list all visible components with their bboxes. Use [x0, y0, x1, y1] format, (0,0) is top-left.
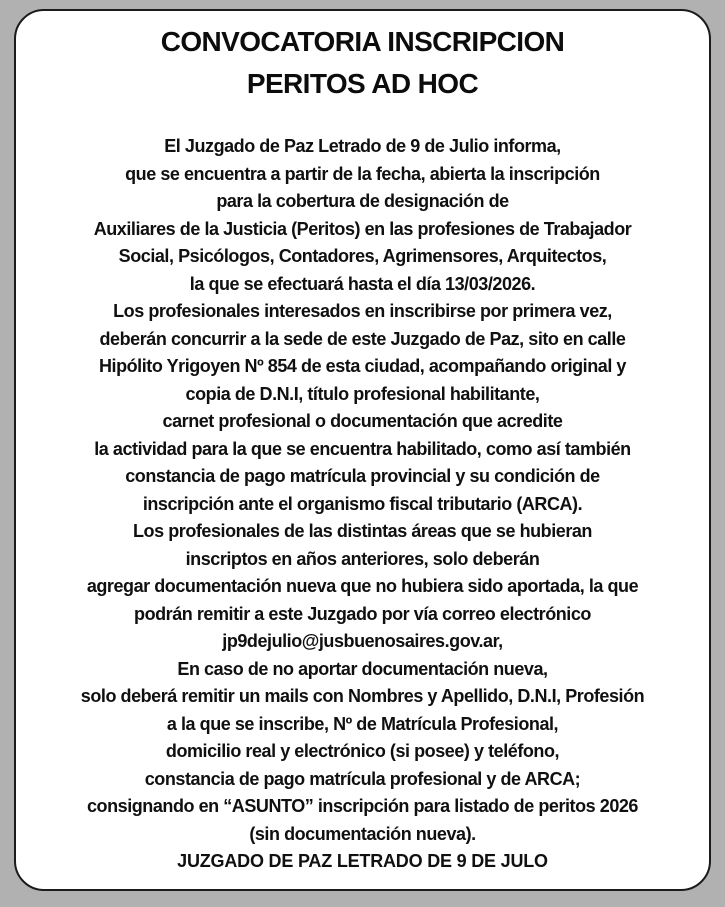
- notice-body-line: solo deberá remitir un mails con Nombres y Apellido, D.N.I, Profesión: [80, 686, 645, 706]
- notice-body-line: El Juzgado de Paz Letrado de 9 de Julio informa,: [164, 136, 561, 156]
- notice-body-line: que se encuentra a partir de la fecha, abierta la inscripción: [125, 163, 600, 184]
- notice-title-line-2: PERITOS AD HOC: [246, 68, 479, 99]
- notice-title-line-1: CONVOCATORIA INSCRIPCION: [160, 26, 565, 57]
- notice-body-line: a la que se inscribe, Nº de Matrícula Profesional,: [166, 713, 559, 734]
- notice-title: [16, 11, 709, 105]
- notice-body-line: Hipólito Yrigoyen Nº 854 de esta ciudad, acompañando original y: [98, 356, 626, 376]
- notice-card: [14, 9, 711, 891]
- notice-body-line: constancia de pago matrícula profesional y de ARCA;: [144, 768, 581, 789]
- notice-body-line: carnet profesional o documentación que acredite: [162, 411, 563, 431]
- notice-body-line: podrán remitir a este Juzgado por vía correo electrónico: [134, 603, 591, 624]
- notice-body-lines: [16, 133, 709, 848]
- notice-body-line: agregar documentación nueva que no hubiera sido aportada, la que: [86, 576, 639, 596]
- notice-body-line: jp9dejulio@jusbuenosaires.gov.ar,: [222, 631, 503, 651]
- notice-body-line: domicilio real y electrónico (si posee) y teléfono,: [165, 741, 560, 761]
- notice-body-line: Auxiliares de la Justicia (Peritos) en las profesiones de Trabajador: [93, 218, 632, 239]
- notice-footer: JUZGADO DE PAZ LETRADO DE 9 DE JULO: [177, 851, 548, 871]
- notice-body-line: Los profesionales interesados en inscribirse por primera vez,: [113, 301, 612, 321]
- notice-body-line: consignando en “ASUNTO” inscripción para listado de peritos 2026: [87, 796, 638, 816]
- notice-body-line: copia de D.N.I, título profesional habilitante,: [185, 383, 540, 404]
- notice-body-line: inscripción ante el organismo fiscal tributario (ARCA).: [142, 493, 583, 514]
- notice-body-line: Los profesionales de las distintas áreas que se hubieran: [133, 521, 592, 541]
- notice-body-line: para la cobertura de designación de: [216, 191, 509, 211]
- notice-body-line: deberán concurrir a la sede de este Juzgado de Paz, sito en calle: [99, 328, 626, 349]
- notice-body-line: constancia de pago matrícula provincial y su condición de: [125, 466, 600, 486]
- notice-body-line: inscriptos en años anteriores, solo deberán: [185, 548, 540, 569]
- notice-body-line: (sin documentación nueva).: [249, 823, 476, 844]
- notice-body: [16, 133, 709, 876]
- notice-body-line: la actividad para la que se encuentra habilitado, como así también: [94, 438, 631, 459]
- notice-body-line: la que se efectuará hasta el día 13/03/2026.: [189, 273, 536, 294]
- notice-body-line: Social, Psicólogos, Contadores, Agrimensores, Arquitectos,: [118, 246, 607, 266]
- notice-body-line: En caso de no aportar documentación nueva,: [177, 658, 548, 679]
